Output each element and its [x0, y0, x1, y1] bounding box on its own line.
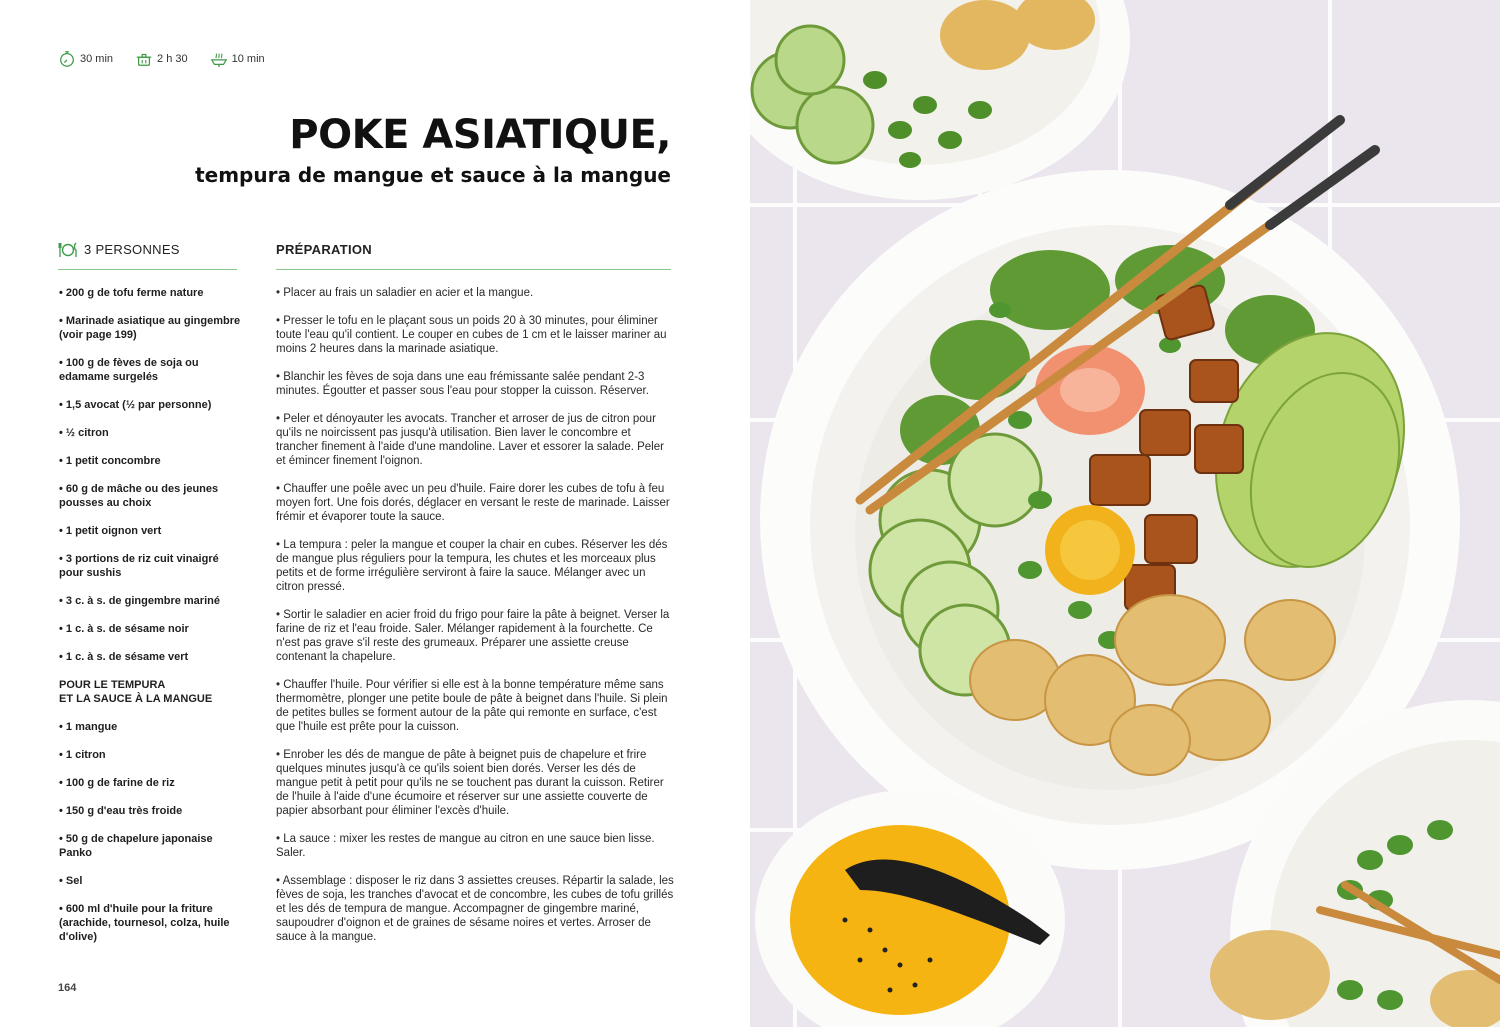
ingredient-item: • 1,5 avocat (½ par personne) — [59, 399, 212, 411]
rest-time-label: 2 h 30 — [157, 53, 188, 65]
ingredient-item: • 60 g de mâche ou des jeunes pousses au choix — [59, 483, 219, 509]
ingredient-item: • 600 ml d'huile pour la friture (arachide, tournesol, colza, huile d'olive) — [59, 903, 230, 943]
preparation-step: • Peler et dénoyauter les avocats. Trancher et arroser de jus de citron pour qu'ils ne noircissent pas jusqu'à utilisation. Bien laver le concombre et trancher finement à l'aide d'une mandoline. Laver et essorer la salade. Peler et émincer finement l'oignon. — [276, 413, 664, 467]
poke-bowl-illustration — [750, 0, 1500, 1027]
ingredient-item: • 3 c. à s. de gingembre mariné — [59, 595, 220, 607]
place-setting-icon — [58, 240, 78, 260]
stopwatch-icon — [58, 50, 76, 68]
ingredient-item: • 100 g de fèves de soja ou edamame surgelés — [59, 357, 199, 383]
ingredient-item: • 100 g de farine de riz — [59, 777, 175, 789]
preparation-step: • Enrober les dés de mangue de pâte à beignet puis de chapelure et frire quelques minutes jusqu'à ce qu'ils soient bien dorés. Verser les dés de mangue petit à petit pour qu'ils ne se touchent pas durant la cuisson. Retirer de l'huile à l'aide d'une écumoire et réserver sur une assiette couverte de papier absorbant pour éliminer l'excès d'huile. — [276, 749, 664, 817]
ingredient-item: • Marinade asiatique au gingembre (voir page 199) — [59, 315, 241, 341]
preparation-step: • Chauffer une poêle avec un peu d'huile. Faire dorer les cubes de tofu à feu moyen fort. Une fois dorés, déglacer en versant le reste de marinade. Laisser frémir et évaporer toute la sauce. — [276, 483, 670, 523]
preparation-label: PRÉPARATION — [276, 242, 372, 257]
servings-label: 3 PERSONNES — [84, 242, 180, 257]
timing-bar — [58, 50, 265, 68]
ingredient-item: • 3 portions de riz cuit vinaigré pour sushis — [59, 553, 219, 579]
ingredient-item: • 1 mangue — [59, 721, 118, 733]
ingredient-item: • Sel — [59, 875, 83, 887]
preparation-step: • Presser le tofu en le plaçant sous un poids 20 à 30 minutes, pour éliminer toute l'eau qu'il contient. Le couper en cubes de 1 cm et le laisser mariner au moins 2 heures dans la marinade asiatique. — [276, 315, 667, 355]
tempura-subheader-line1: POUR LE TEMPURA — [59, 679, 166, 691]
ingredient-item: • 1 c. à s. de sésame noir — [59, 623, 189, 635]
tempura-subheader — [59, 678, 244, 706]
ingredient-item: • 1 citron — [59, 749, 106, 761]
recipe-title: POKE ASIATIQUE, — [289, 112, 671, 158]
steaming-dish-icon — [210, 50, 228, 68]
ingredient-item: • 200 g de tofu ferme nature — [59, 287, 204, 299]
cook-time — [210, 50, 265, 68]
ingredient-item: • ½ citron — [59, 427, 109, 439]
preparation-header — [276, 240, 671, 270]
preparation-step: • La sauce : mixer les restes de mangue au citron en une sauce bien lisse. Saler. — [276, 833, 655, 859]
prep-time-label: 30 min — [80, 53, 114, 65]
ingredient-item: • 1 c. à s. de sésame vert — [59, 651, 189, 663]
preparation-step: • Blanchir les fèves de soja dans une eau frémissante salée pendant 2-3 minutes. Égoutter et passer sous l'eau pour stopper la cuisson. Réserver. — [276, 371, 649, 397]
pot-icon — [135, 50, 153, 68]
dish-photo — [750, 0, 1500, 1027]
ingredient-item: • 1 petit oignon vert — [59, 525, 162, 537]
page-number: 164 — [58, 982, 77, 994]
ingredient-item: • 150 g d'eau très froide — [59, 805, 183, 817]
prep-time — [58, 50, 113, 68]
preparation-step: • Assemblage : disposer le riz dans 3 assiettes creuses. Répartir la salade, les fèves de soja, les tranches d'avocat et de concombre, les cubes de tofu grillés et les dés de tempura de mangue. Accompagner de gingembre mariné, saupoudrer d'oignon et de graines de sésame noires et vertes. Arroser de sauce à la mangue. — [276, 875, 674, 943]
ingredient-list — [59, 286, 244, 958]
tempura-subheader-line2: ET LA SAUCE À LA MANGUE — [59, 693, 213, 705]
preparation-step: • La tempura : peler la mangue et couper la chair en cubes. Réserver les dés de mangue plus réguliers pour la tempura, les chutes et les morceaux plus petits et de forme irrégulière serviront à faire la sauce. Mélanger avec un citron pressé. — [276, 539, 668, 593]
preparation-step: • Placer au frais un saladier en acier et la mangue. — [276, 287, 534, 299]
preparation-steps — [276, 286, 676, 958]
recipe-title-block — [195, 108, 671, 188]
ingredient-item: • 50 g de chapelure japonaise Panko — [59, 833, 213, 859]
ingredients-header — [58, 240, 237, 270]
rest-time — [135, 50, 188, 68]
cook-time-label: 10 min — [231, 53, 265, 65]
preparation-step: • Sortir le saladier en acier froid du frigo pour faire la pâte à beignet. Verser la farine de riz et l'eau froide. Saler. Mélanger rapidement à la fourchette. Ce n'est pas grave s'il reste des grumeaux. Préparer une assiette creuse contenant la chapelure. — [276, 609, 670, 663]
preparation-step: • Chauffer l'huile. Pour vérifier si elle est à la bonne température même sans thermomètre, plonger une petite boule de pâte à beignet dans l'huile. Si plein de petites bulles se forment autour de la pâte qui remonte en surface, c'est que l'huile est prête pour la cuisson. — [276, 679, 668, 733]
recipe-subtitle: tempura de mangue et sauce à la mangue — [195, 163, 671, 187]
ingredient-item: • 1 petit concombre — [59, 455, 161, 467]
